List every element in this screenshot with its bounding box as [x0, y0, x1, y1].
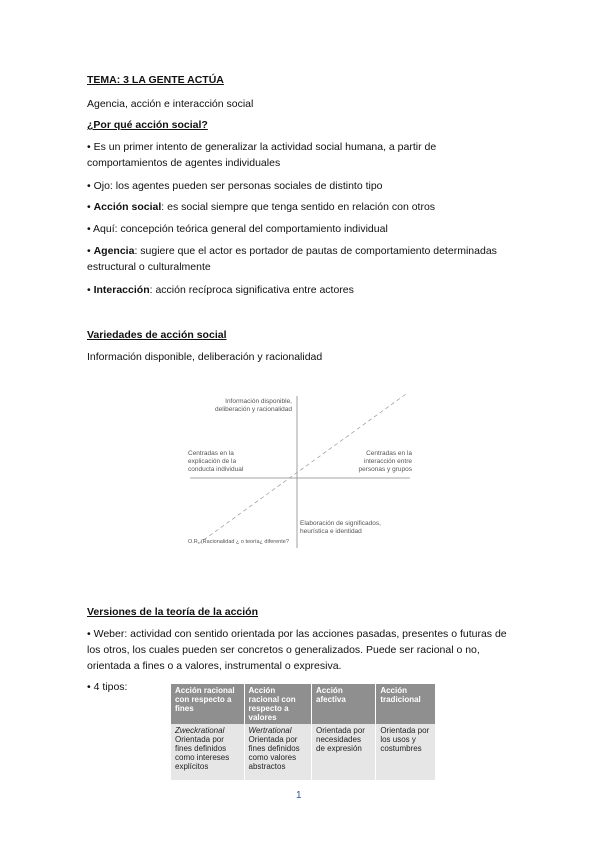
diagram-bottom-label: Elaboración de significados, heurística e identidad: [300, 520, 381, 535]
bullet-label: Interacción: [93, 284, 150, 296]
subtitle: Agencia, acción e interacción social: [87, 98, 254, 110]
types-text: 4 tipos:: [93, 681, 128, 693]
weber-text: Weber: actividad con sentido orientada por las acciones pasadas, presentes o futuras de los otros, los cuales pueden ser concretos o generalizados. Puede ser racional o no, orientada a fines o a valores, instrumental o expresiva.: [87, 628, 507, 672]
page-title: TEMA: 3 LA GENTE ACTÚA: [87, 74, 224, 86]
bullet-text: Es un primer intento de generalizar la actividad social humana, a partir de comportamientos de agentes individuales: [87, 141, 437, 169]
diagram-right-label: Centradas en la interacción entre personas y grupos: [358, 450, 412, 473]
bullet-text: : acción recíproca significativa entre actores: [149, 284, 354, 296]
table-cell: [244, 724, 312, 780]
bullet-item: • Interacción: acción recíproca significativa entre actores: [87, 284, 354, 296]
bullet-label: Acción social: [93, 201, 162, 213]
bullet-item: • Agencia: sugiere que el actor es portador de pautas de comportamiento determinadas estructural o culturalmente: [87, 245, 497, 273]
cell-text: Orientada por necesidades de expresión: [316, 726, 365, 753]
bullet-text: Aquí: concepción teórica general del comportamiento individual: [93, 223, 388, 235]
action-types-table: [171, 684, 436, 780]
table-header-row: [171, 684, 436, 724]
diagram-top-label: Información disponible, deliberación y racionalidad: [215, 398, 292, 413]
bullet-item: • Es un primer intento de generalizar la actividad social humana, a partir de comportamientos de agentes individuales: [87, 141, 437, 169]
table-cell: [171, 724, 244, 780]
bullet-text: Ojo: los agentes pueden ser personas sociales de distinto tipo: [93, 180, 383, 192]
bullet-item: • Ojo: los agentes pueden ser personas sociales de distinto tipo: [87, 180, 383, 192]
bullet-text: : sugiere que el actor es portador de pautas de comportamiento determinadas estructural o culturalmente: [87, 245, 497, 273]
cell-text: Orientada por fines definidos como intereses explícitos: [175, 735, 230, 771]
cell-term: Wertrational: [248, 726, 292, 735]
cell-term: Zweckrational: [175, 726, 225, 735]
table-cell: [312, 724, 376, 780]
table-row: [171, 724, 436, 780]
bullet-item: • Aquí: concepción teórica general del comportamiento individual: [87, 223, 388, 235]
page-number: 1: [296, 790, 302, 801]
types-label: • 4 tipos:: [87, 681, 128, 693]
table-header-cell: Acción racional con respecto a fines: [171, 684, 244, 724]
table-header-cell: Acción racional con respecto a valores: [244, 684, 312, 724]
table-header-cell: Acción tradicional: [376, 684, 436, 724]
section1-heading: ¿Por qué acción social?: [87, 119, 208, 131]
section3-heading: Versiones de la teoría de la acción: [87, 606, 258, 618]
diagram-corner-label: O.R. (Racionalidad ¿ o teoría¿ diferente?: [188, 539, 289, 545]
bullet-item: • Acción social: es social siempre que tenga sentido en relación con otros: [87, 201, 436, 213]
bullet-text: : es social siempre que tenga sentido en relación con otros: [161, 201, 436, 213]
cell-text: Orientada por los usos y costumbres: [380, 726, 430, 753]
section3-paragraph: • Weber: actividad con sentido orientada por las acciones pasadas, presentes o futuras de los otros, los cuales pueden ser concretos o generalizados. Puede ser racional o no, orientada a fines o a valores, instrumental o expresiva.: [87, 628, 507, 672]
table-header-cell: Acción afectiva: [312, 684, 376, 724]
bullet-label: Agencia: [93, 245, 135, 257]
diagram-left-label: Centradas en la explicación de la conducta individual: [188, 450, 244, 473]
quadrant-diagram: [180, 392, 420, 552]
section2-intro: Información disponible, deliberación y racionalidad: [87, 351, 323, 363]
cell-text: Orientada por fines definidos como valores abstractos: [248, 735, 300, 771]
table-cell: [376, 724, 436, 780]
section2-heading: Variedades de acción social: [87, 329, 227, 341]
